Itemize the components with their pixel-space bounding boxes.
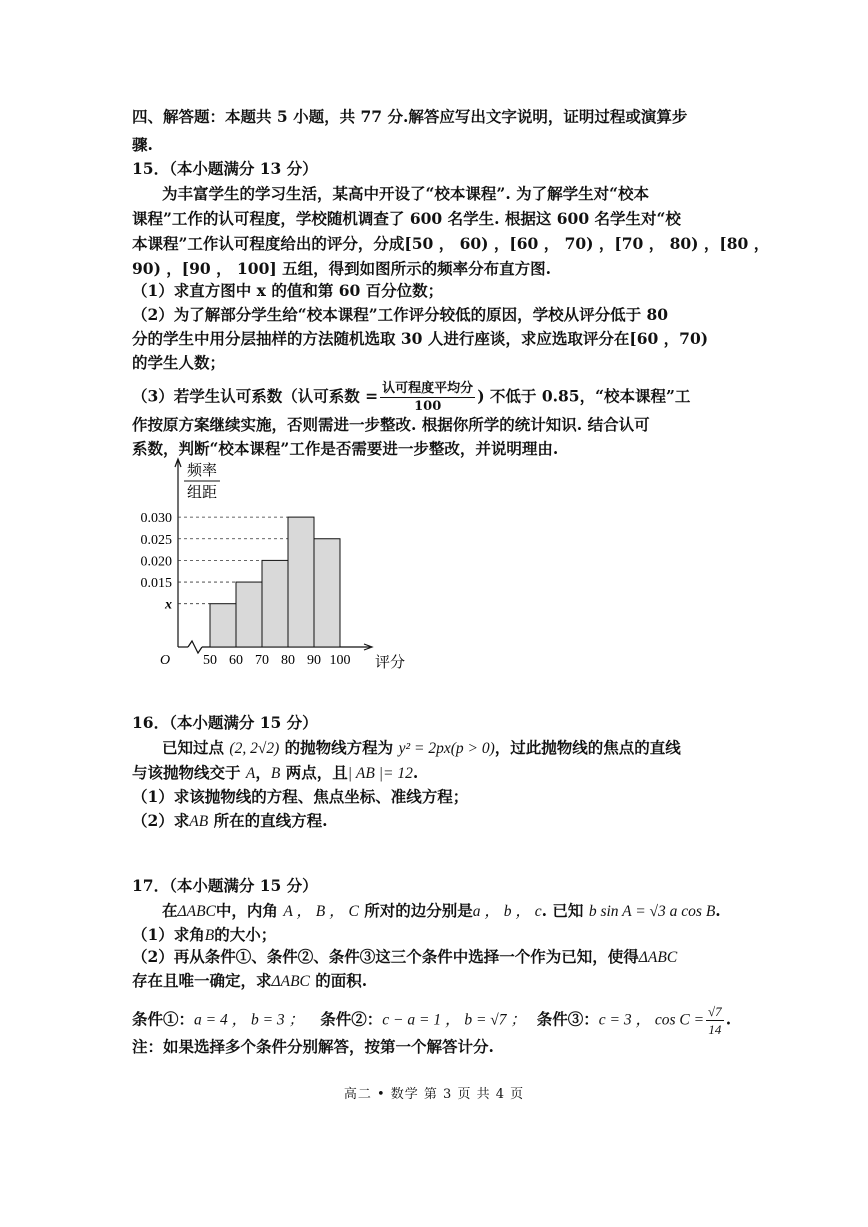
histogram-y-ticks [141, 511, 173, 613]
q17-text: 的大小； [214, 925, 277, 944]
q17-subquestion-2-cont [132, 970, 367, 993]
condition-2-label: 条件②： [320, 1009, 383, 1029]
triangle-abc: ΔABC [638, 949, 678, 966]
q16-line-1 [162, 737, 681, 760]
q16-line-2 [132, 762, 418, 785]
q15-paragraph-line: 为丰富学生的学习生活，某高中开设了“校本课程”. 为了解学生对“校本 [162, 184, 650, 203]
y-tick-label: 0.030 [140, 511, 172, 527]
q17-text: （2）再从条件①、条件②、条件③这三个条件中选择一个作为已知，使得 [132, 947, 639, 966]
histogram-bar [210, 604, 236, 647]
q17-line-1 [162, 900, 721, 923]
histogram-bar [288, 517, 314, 647]
q17-subquestion-2 [132, 946, 677, 969]
given-equation: b sin A = √3 a cos B [588, 903, 716, 920]
q15-s3-suffix: ) 不低于 0.85，“校本课程”工 [477, 386, 691, 406]
chord-length: | AB |= 12 [347, 765, 413, 782]
fraction-denominator: 14 [708, 1022, 722, 1037]
page-footer: 高二 • 数学 第 3 页 共 4 页 [343, 1087, 525, 1102]
q17-conditions [132, 1003, 731, 1038]
y-tick-label: 0.025 [140, 532, 172, 548]
q16-text: 与该抛物线交于 [132, 763, 241, 782]
q15-paragraph-line: 90) ，[90 ， 100] 五组，得到如图所示的频率分布直方图. [132, 259, 551, 278]
q15-subquestion-3-cont: 系数，判断“校本课程”工作是否需要进一步整改，并说明理由. [132, 439, 559, 458]
q16-text: （2）求 [132, 811, 190, 830]
segment-ab: AB [189, 813, 209, 830]
parabola-equation: y² = 2px(p > 0) [398, 740, 495, 757]
q15-subquestion-2-cont: 分的学生中用分层抽样的方法随机选取 30 人进行座谈，求应选取评分在[60 ，70) [132, 329, 709, 348]
q17-text: 的面积. [315, 971, 368, 990]
q15-s3-prefix: （3）若学生认可系数（认可系数 = [132, 386, 379, 406]
y-tick-label: x [165, 597, 172, 613]
condition-1-label: 条件①： [132, 1009, 195, 1029]
q16-text: 已知过点 [162, 738, 225, 757]
q17-note: 注：如果选择多个条件分别解答，按第一个解答计分. [132, 1037, 494, 1056]
section-heading-cont: 骤. [132, 135, 153, 154]
q17-subquestion-1 [132, 924, 276, 947]
fraction-denominator: 100 [414, 399, 442, 414]
histogram-x-ticks [203, 653, 351, 668]
histogram-bar [262, 560, 288, 647]
histogram-bar [236, 582, 262, 647]
coefficient-fraction [380, 380, 475, 415]
y-tick-label: 0.020 [140, 554, 172, 570]
q16-subquestion-2 [132, 810, 328, 833]
separator: ， [255, 763, 271, 782]
x-tick-label: 60 [229, 653, 243, 668]
sides: a ， b ， c [472, 903, 542, 920]
q17-text: . 已知 [541, 901, 584, 920]
q17-text: . [715, 901, 721, 920]
condition-2-value: c − a = 1 ， b = √7 ； [382, 1011, 526, 1029]
point-expression: (2, 2√2) [229, 740, 280, 757]
fraction-numerator: 认可程度平均分 [382, 381, 474, 396]
q15-title: 15．（本小题满分 13 分） [132, 159, 318, 178]
q16-subquestion-1: （1）求该抛物线的方程、焦点坐标、准线方程； [132, 787, 469, 806]
q17-title: 17．（本小题满分 15 分） [132, 876, 318, 895]
triangle-abc: ΔABC [271, 973, 310, 990]
q16-title: 16．（本小题满分 15 分） [132, 713, 318, 732]
q17-text: 中，内角 [215, 901, 278, 920]
frequency-histogram [120, 455, 420, 680]
q17-text: （1）求角 [132, 925, 205, 944]
angles: A ， B ， C [283, 903, 359, 920]
q15-subquestion-3 [132, 380, 690, 415]
condition-3-value: c = 3 ， cos C = [598, 1011, 705, 1029]
q15-subquestion-2-cont: 的学生人数； [132, 353, 226, 372]
origin-label: O [160, 653, 171, 668]
condition-1-value: a = 4 ， b = 3 ； [194, 1011, 305, 1029]
x-axis-break [188, 641, 202, 653]
q15-subquestion-2: （2）为了解部分学生给“校本课程”工作评分较低的原因，学校从评分低于 80 [132, 305, 669, 324]
q16-text: . [412, 763, 419, 782]
q16-text: 的抛物线方程为 [284, 738, 394, 757]
q17-text: 在 [162, 901, 178, 920]
y-tick-label: 0.015 [140, 576, 172, 592]
x-axis-label: 评分 [375, 655, 406, 671]
y-axis-label-denominator: 组距 [186, 485, 218, 501]
point-b: B [270, 765, 281, 782]
q17-text: 所对的边分别是 [364, 901, 473, 920]
x-tick-label: 80 [281, 653, 295, 668]
angle-b: B [204, 927, 215, 944]
x-tick-label: 70 [255, 653, 269, 668]
section-heading: 四、解答题：本题共 5 小题，共 77 分.解答应写出文字说明，证明过程或演算步 [132, 107, 688, 126]
point-a: A [245, 765, 256, 782]
q16-text: ，过此抛物线的焦点的直线 [494, 738, 681, 757]
q15-subquestion-1: （1）求直方图中 x 的值和第 60 百分位数； [132, 281, 444, 300]
q15-paragraph-line: 本课程”工作认可程度给出的评分，分成[50 ， 60) ，[60 ， 70) ，[70 ， 80) ，[80 ， [132, 234, 770, 253]
cos-c-fraction [706, 1003, 724, 1038]
histogram-bars [210, 517, 340, 647]
condition-3-label: 条件③： [536, 1009, 599, 1029]
histogram-bar [314, 539, 340, 647]
q16-text: 所在的直线方程. [213, 811, 328, 830]
q17-text: . [725, 1009, 732, 1029]
fraction-numerator: √7 [708, 1004, 722, 1019]
triangle-abc: ΔABC [177, 903, 216, 920]
q15-subquestion-3-cont: 作按原方案继续实施，否则需进一步整改. 根据你所学的统计知识. 结合认可 [132, 415, 650, 434]
y-axis-label-numerator: 频率 [186, 463, 218, 479]
q17-text: 存在且唯一确定，求 [132, 971, 272, 990]
x-tick-label: 90 [307, 653, 321, 668]
q15-paragraph-line: 课程”工作的认可程度，学校随机调查了 600 名学生. 根据这 600 名学生对“校 [132, 209, 681, 228]
q16-text: 两点，且 [285, 763, 348, 782]
x-tick-label: 50 [203, 653, 217, 668]
x-tick-label: 100 [329, 653, 351, 668]
